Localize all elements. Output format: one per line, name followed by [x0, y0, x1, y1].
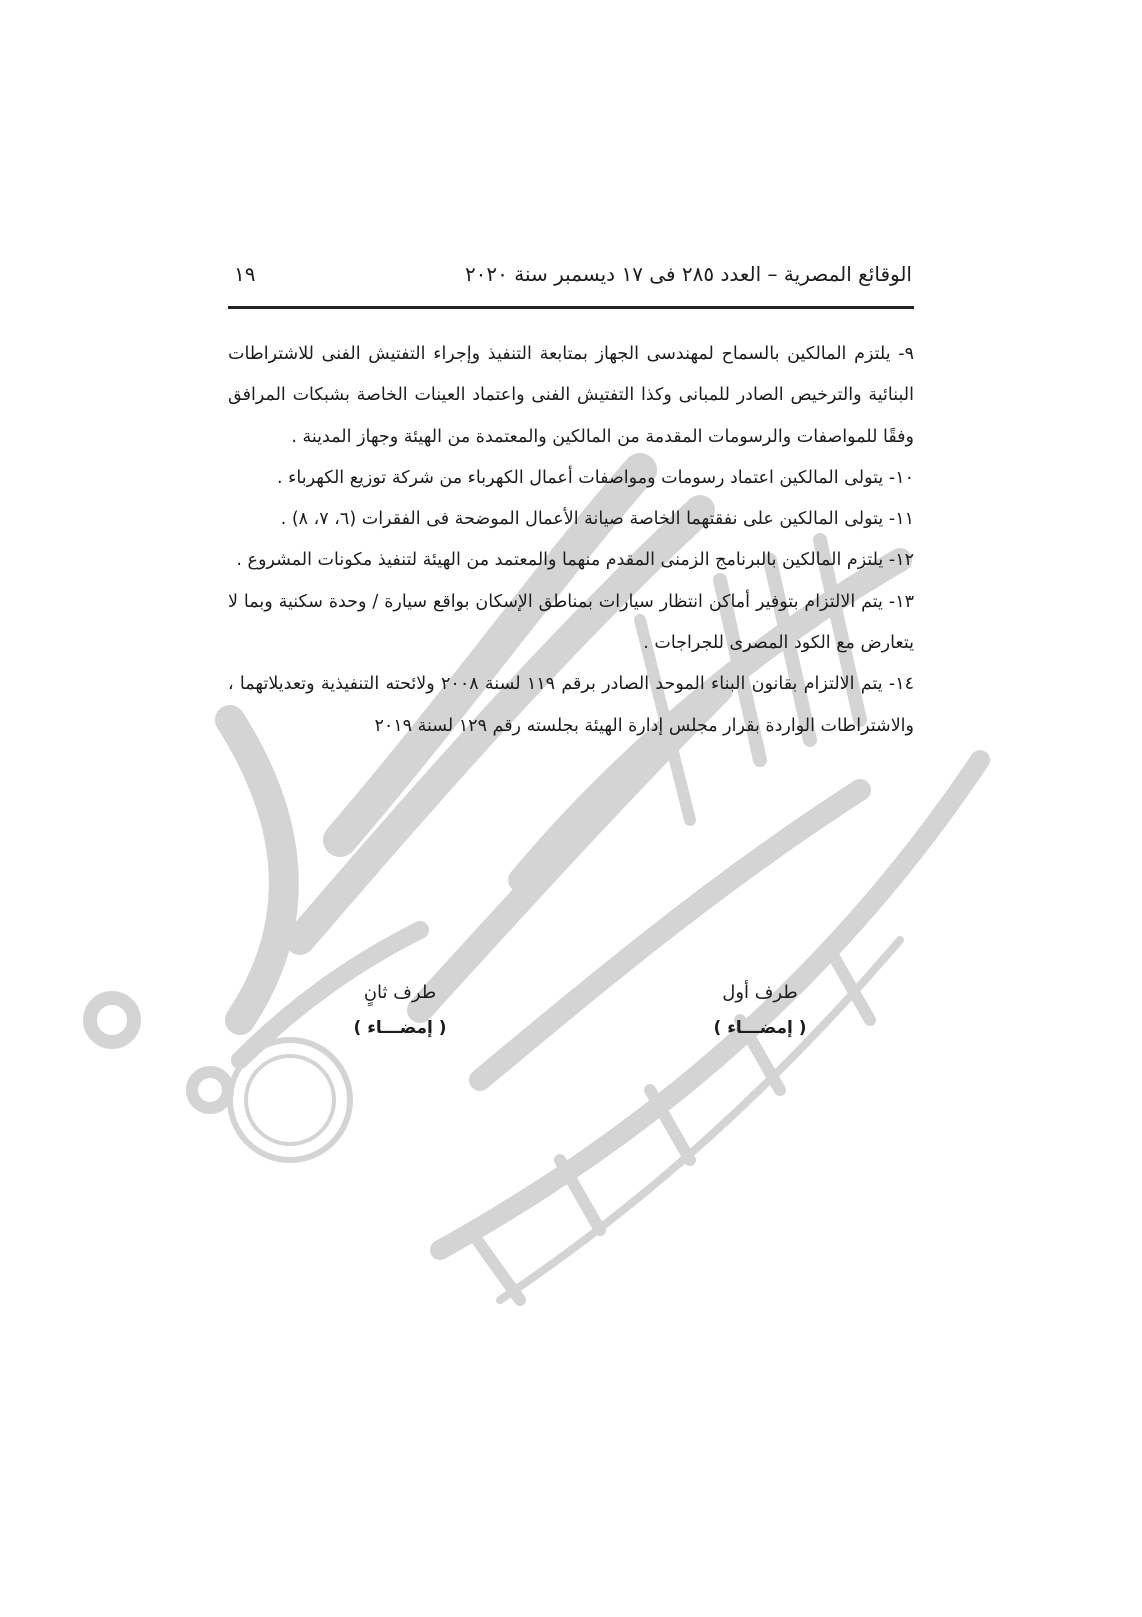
page-number: ١٩	[234, 262, 256, 286]
clause-9: ٩- يلتزم المالكين بالسماح لمهندسى الجهاز بمتابعة التنفيذ وإجراء التفتيش الفنى للاشتراطات البنائية والترخيص الصادر للمبانى وكذا التفتيش الفنى واعتماد العينات الخاصة بشبكات المرافق وفقًا للمواصفات والرسومات المقدمة من المالكين والمعتمدة من الهيئة وجهاز المدينة .	[228, 344, 914, 447]
clause-14: ١٤- يتم الالتزام بقانون البناء الموحد الصادر برقم ١١٩ لسنة ٢٠٠٨ ولائحته التنفيذية وتعديلاتهما ، والاشتراطات الواردة بقرار مجلس إدارة الهيئة بجلسته رقم ١٢٩ لسنة ٢٠١٩	[228, 674, 915, 736]
clause-12: ١٢- يلتزم المالكين بالبرنامج الزمنى المقدم منهما والمعتمد من الهيئة لتنفيذ مكونات المشروع .	[236, 550, 914, 571]
document-body	[228, 334, 914, 747]
second-party-role: طرف ثانٍ	[363, 982, 437, 1003]
signature-second-party	[340, 982, 460, 1038]
second-party-signature-label: ( إمضـــاء )	[353, 1018, 447, 1038]
clause-10: ١٠- يتولى المالكين اعتماد رسومات ومواصفات أعمال الكهرباء من شركة توزيع الكهرباء .	[277, 467, 914, 488]
signature-first-party	[700, 982, 820, 1038]
first-party-role: طرف أول	[722, 982, 798, 1003]
clause-11: ١١- يتولى المالكين على نفقتهما الخاصة صيانة الأعمال الموضحة فى الفقرات (٦، ٧، ٨) .	[280, 509, 914, 530]
first-party-signature-label: ( إمضـــاء )	[713, 1018, 807, 1038]
clause-13: ١٣- يتم الالتزام بتوفير أماكن انتظار سيارات بمناطق الإسكان بواقع سيارة / وحدة سكنية وبما لا يتعارض مع الكود المصرى للجراجات .	[228, 591, 914, 654]
page-header	[230, 262, 912, 292]
header-rule	[228, 306, 914, 309]
gazette-title: الوقائع المصرية – العدد ٢٨٥ فى ١٧ ديسمبر سنة ٢٠٢٠	[464, 262, 912, 286]
